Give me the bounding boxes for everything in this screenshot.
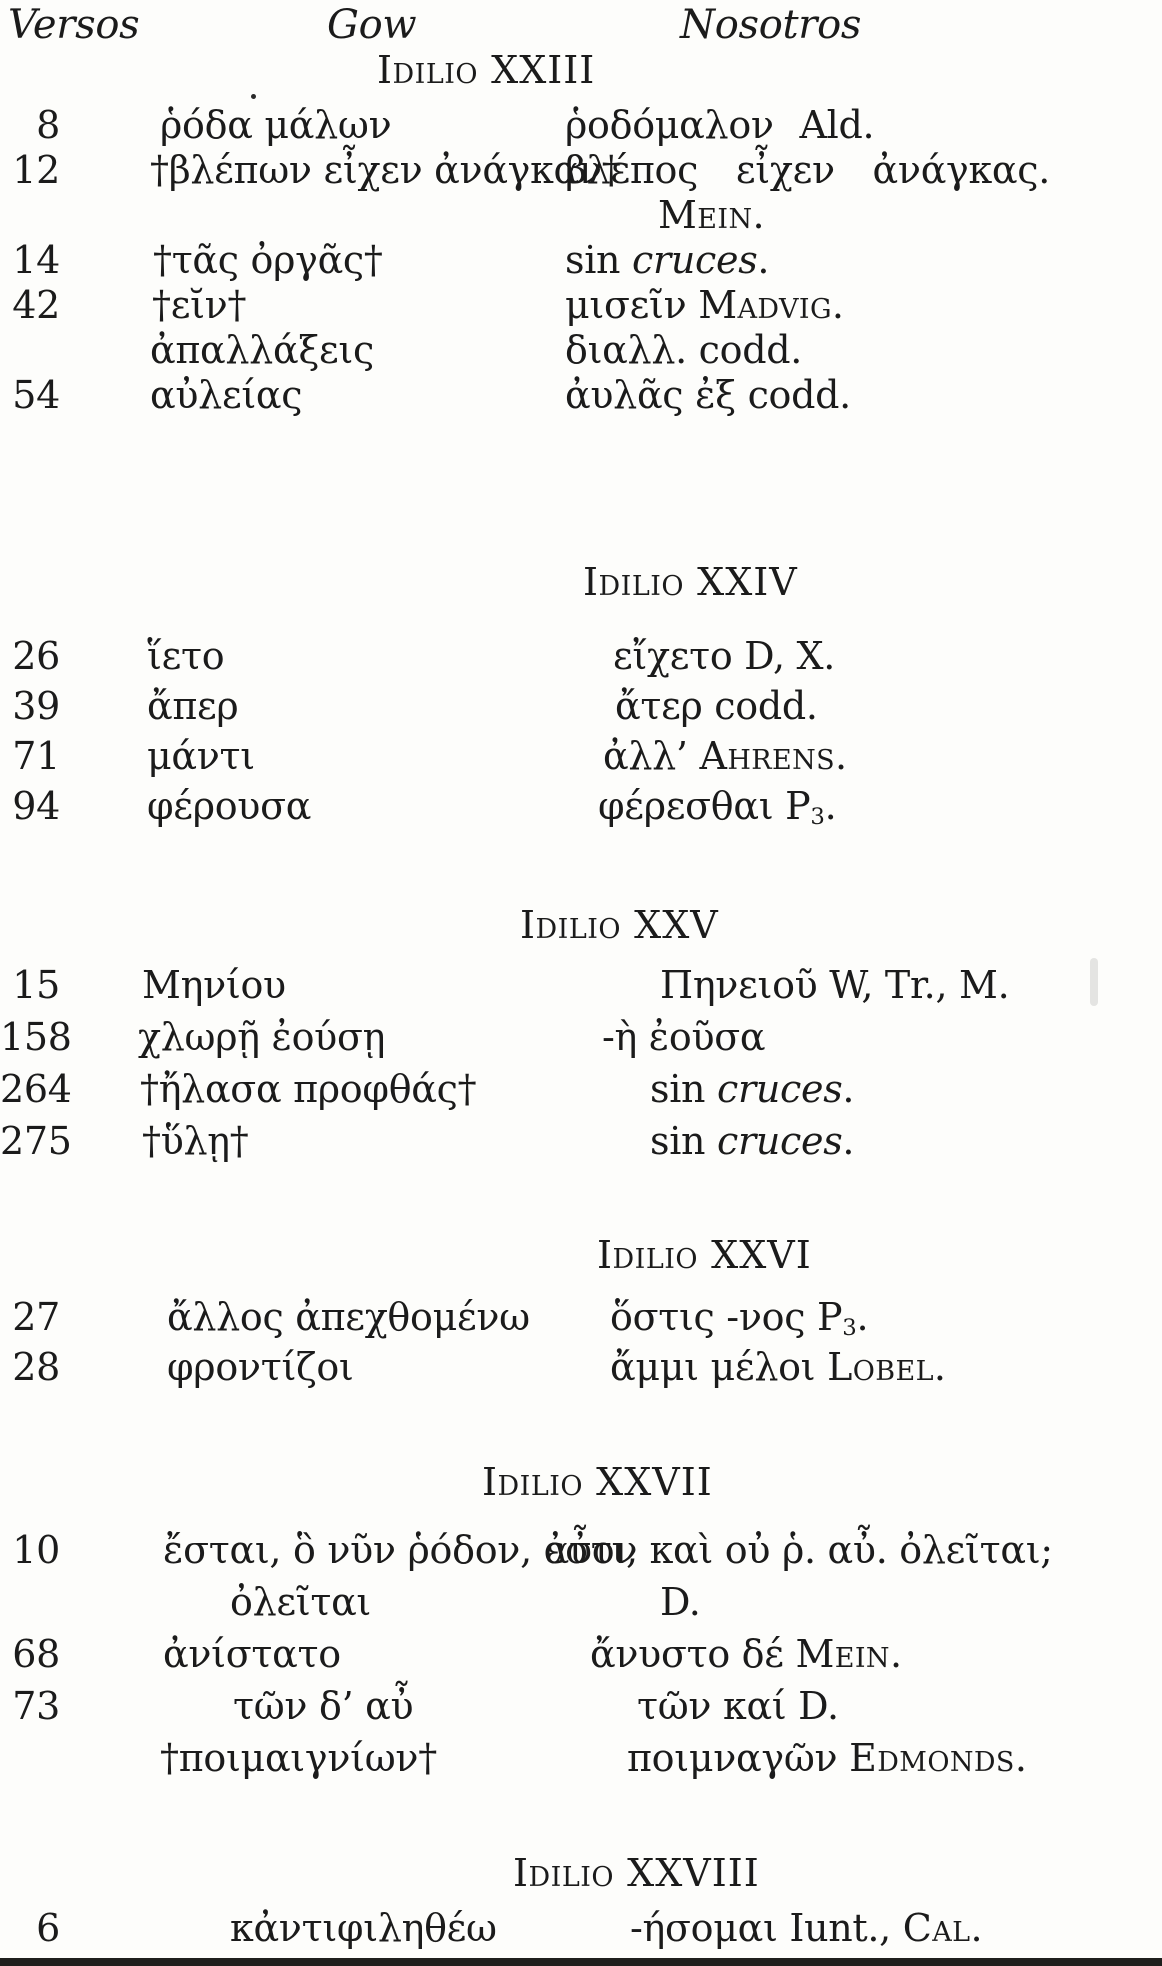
table-row xyxy=(0,373,1162,418)
scholar-name: Madvig. xyxy=(698,283,845,327)
nosotros-reading-cell xyxy=(650,1115,854,1167)
gow-reading-cell xyxy=(230,1576,371,1628)
nosotros-reading-cell xyxy=(565,283,844,328)
gow-reading-cell xyxy=(160,103,391,148)
scholar-name: Mein. xyxy=(658,193,765,237)
reading-text: φέρεσθαι P xyxy=(598,784,811,828)
gow-reading-cell xyxy=(142,1115,248,1167)
section-title xyxy=(0,1233,1162,1277)
verse-number: 28 xyxy=(12,1345,60,1389)
reading-text: -ὴ ἐοῦσα xyxy=(602,1015,766,1059)
verse-number: 275 xyxy=(0,1119,72,1163)
gow-reading-cell xyxy=(147,731,255,781)
verse-number: 54 xyxy=(12,373,60,417)
table-row xyxy=(0,283,1162,328)
column-header-nosotros: Nosotros xyxy=(680,2,862,48)
table-row xyxy=(0,193,1162,238)
reading-text: . xyxy=(757,238,770,282)
critical-apparatus-table xyxy=(0,48,1162,1953)
section-idilio-xxiv xyxy=(0,560,1162,831)
nosotros-reading-cell xyxy=(565,148,1050,193)
reading-text: . xyxy=(842,1119,855,1163)
reading-text: ῥοδόμαλον Ald. xyxy=(565,103,875,147)
verse-number: 15 xyxy=(12,963,60,1007)
reading-text: †ἤλασα προφθάς† xyxy=(140,1067,477,1111)
table-row xyxy=(0,1292,1162,1342)
verse-number: 94 xyxy=(12,784,60,828)
scholar-name: Cal. xyxy=(902,1906,983,1950)
gow-reading-cell xyxy=(147,781,311,831)
reading-text: διαλλ. codd. xyxy=(565,328,803,372)
reading-text: . xyxy=(856,1295,869,1339)
gow-reading-cell xyxy=(142,959,286,1011)
reading-text: ἄλλος ἀπεχθομένω xyxy=(167,1295,530,1339)
verse-number: 10 xyxy=(12,1528,60,1572)
manuscript-siglum-subscript: 3 xyxy=(842,1315,857,1342)
verse-number: 39 xyxy=(12,684,60,728)
scan-edge-artifact xyxy=(0,1958,1162,1966)
gow-reading-cell xyxy=(150,148,620,193)
nosotros-reading-cell xyxy=(565,103,874,148)
latin-term: cruces xyxy=(632,238,758,282)
reading-text: ἀλλ’ xyxy=(603,734,700,778)
reading-text: φέρουσα xyxy=(147,784,312,828)
section-rows xyxy=(0,1292,1162,1392)
nosotros-reading-cell xyxy=(598,781,836,837)
reading-text: . xyxy=(824,784,837,828)
table-row xyxy=(0,1903,1162,1953)
section-rows xyxy=(0,1903,1162,1953)
print-dot-artifact xyxy=(251,94,256,99)
verse-number: 71 xyxy=(12,734,60,778)
verse-number: 264 xyxy=(0,1067,72,1111)
manuscript-siglum-subscript: 3 xyxy=(810,804,825,831)
reading-text: εἴχετο D, X. xyxy=(613,634,836,678)
table-row xyxy=(0,1576,1162,1628)
section-title xyxy=(0,1460,1162,1504)
verse-number: 8 xyxy=(36,103,60,147)
column-headers xyxy=(0,0,1162,48)
reading-text: φροντίζοι xyxy=(167,1345,354,1389)
table-row xyxy=(0,1011,1162,1063)
nosotros-reading-cell xyxy=(602,1011,765,1063)
reading-text: ἄνυστο δέ xyxy=(590,1632,796,1676)
reading-text: αὐλείας xyxy=(150,373,303,417)
section-title-word: Idilio xyxy=(513,1851,615,1895)
reading-text: τῶν καί D. xyxy=(637,1684,839,1728)
scholar-name: Ahrens. xyxy=(699,734,848,778)
gow-reading-cell xyxy=(233,1680,413,1732)
table-row xyxy=(0,1524,1162,1576)
section-idilio-xxv xyxy=(0,903,1162,1167)
reading-text: sin xyxy=(650,1067,718,1111)
table-row xyxy=(0,103,1162,148)
reading-text: ἵετο xyxy=(147,634,225,678)
gow-reading-cell xyxy=(150,373,302,418)
gow-reading-cell xyxy=(147,681,238,731)
nosotros-reading-cell xyxy=(565,328,802,373)
reading-text: ὀλεῖται xyxy=(230,1580,372,1624)
gow-reading-cell xyxy=(230,1903,497,1953)
verse-number: 26 xyxy=(12,634,60,678)
table-row xyxy=(0,238,1162,283)
latin-term: cruces xyxy=(717,1067,843,1111)
gow-reading-cell xyxy=(160,1732,437,1784)
scan-smudge-artifact xyxy=(1090,958,1098,1006)
reading-text: ἀπαλλάξεις xyxy=(150,328,374,372)
section-title xyxy=(0,903,1162,947)
reading-text: ἄμμι μέλοι xyxy=(610,1345,828,1389)
section-title-word: Idilio xyxy=(597,1233,699,1277)
reading-text: †τᾶς ὀργᾶς† xyxy=(153,238,383,282)
verse-number: 68 xyxy=(12,1632,60,1676)
reading-text: -ήσομαι Iunt., xyxy=(630,1906,903,1950)
column-header-versos: Versos xyxy=(8,2,140,48)
section-idilio-xxiii xyxy=(0,48,1162,418)
reading-text: ἀυλᾶς ἐξ codd. xyxy=(565,373,851,417)
table-row xyxy=(0,1342,1162,1392)
table-row xyxy=(0,328,1162,373)
verse-number: 14 xyxy=(12,238,60,282)
nosotros-reading-cell xyxy=(660,1576,701,1628)
section-title xyxy=(0,560,1162,604)
nosotros-reading-cell xyxy=(545,1524,1053,1576)
reading-text: τῶν δ’ αὖ xyxy=(233,1684,414,1728)
reading-text: ἐστι, καὶ οὐ ῥ. αὖ. ὀλεῖται; xyxy=(545,1528,1053,1572)
gow-reading-cell xyxy=(153,238,383,283)
section-rows xyxy=(0,959,1162,1167)
section-title-word: Idilio xyxy=(377,48,479,92)
section-title-word: Idilio xyxy=(520,903,622,947)
table-row xyxy=(0,1732,1162,1784)
section-title-numeral: XXVI xyxy=(698,1233,812,1277)
section-title-numeral: XXIV xyxy=(684,560,798,604)
nosotros-reading-cell xyxy=(565,373,851,418)
reading-text: †βλέπων εἶχεν ἀνάγκαν† xyxy=(150,148,621,192)
table-row xyxy=(0,731,1162,781)
table-row xyxy=(0,148,1162,193)
scholar-name: Mein. xyxy=(795,1632,903,1676)
gow-reading-cell xyxy=(167,1292,530,1342)
verse-number: 42 xyxy=(12,283,60,327)
table-row xyxy=(0,681,1162,731)
nosotros-reading-cell xyxy=(660,959,1009,1011)
reading-text: μισεῖν xyxy=(565,283,699,327)
nosotros-reading-cell xyxy=(603,731,848,781)
reading-text: D. xyxy=(660,1580,701,1624)
nosotros-reading-cell xyxy=(610,1292,868,1348)
reading-text: βλέπος εἶχεν ἀνάγκας. xyxy=(565,148,1051,192)
section-title-numeral: XXIII xyxy=(478,48,596,92)
nosotros-reading-cell xyxy=(613,631,835,681)
section-title-numeral: XXV xyxy=(621,903,719,947)
nosotros-reading-cell xyxy=(610,1342,946,1392)
reading-text: ποιμναγῶν xyxy=(627,1736,850,1780)
section-idilio-xxvii xyxy=(0,1460,1162,1784)
column-header-gow: Gow xyxy=(327,2,417,48)
verse-number: 6 xyxy=(36,1906,60,1950)
nosotros-reading-cell xyxy=(590,1628,902,1680)
verse-number: 12 xyxy=(12,148,60,192)
gow-reading-cell xyxy=(138,1011,385,1063)
table-row xyxy=(0,1115,1162,1167)
gow-reading-cell xyxy=(163,1628,341,1680)
section-title-numeral: XXVIII xyxy=(614,1851,760,1895)
nosotros-reading-cell xyxy=(650,1063,854,1115)
nosotros-reading-cell xyxy=(630,1903,983,1953)
gow-reading-cell xyxy=(140,1063,476,1115)
table-row xyxy=(0,1628,1162,1680)
table-row xyxy=(0,781,1162,831)
nosotros-reading-cell xyxy=(615,681,818,731)
section-rows xyxy=(0,1524,1162,1784)
reading-text: χλωρῇ ἐούσῃ xyxy=(138,1015,386,1059)
reading-text: Μηνίου xyxy=(142,963,286,1007)
section-title-word: Idilio xyxy=(583,560,685,604)
table-row xyxy=(0,959,1162,1011)
section-title xyxy=(0,48,1162,92)
section-idilio-xxviii xyxy=(0,1851,1162,1953)
nosotros-reading-cell xyxy=(637,1680,839,1732)
nosotros-reading-cell xyxy=(627,1732,1027,1784)
gow-reading-cell xyxy=(150,328,374,373)
section-title-numeral: XXVII xyxy=(583,1460,713,1504)
scholar-name: Edmonds. xyxy=(849,1736,1028,1780)
reading-text: . xyxy=(842,1067,855,1111)
gow-reading-cell xyxy=(167,1342,354,1392)
section-idilio-xxvi xyxy=(0,1233,1162,1392)
verse-number: 27 xyxy=(12,1295,60,1339)
gow-reading-cell xyxy=(152,283,246,328)
nosotros-reading-cell xyxy=(658,193,765,238)
scholar-name: Lobel. xyxy=(827,1345,947,1389)
reading-text: ὅστις -νος P xyxy=(610,1295,843,1339)
reading-text: ἀνίστατο xyxy=(163,1632,341,1676)
gow-reading-cell xyxy=(147,631,224,681)
reading-text: †εῐν† xyxy=(152,283,247,327)
section-rows xyxy=(0,631,1162,831)
reading-text: κἀντιφιληθέω xyxy=(230,1906,497,1950)
reading-text: sin xyxy=(565,238,633,282)
latin-term: cruces xyxy=(717,1119,843,1163)
reading-text: sin xyxy=(650,1119,718,1163)
reading-text: †ποιμαιγνίων† xyxy=(160,1736,437,1780)
reading-text: μάντι xyxy=(147,734,255,778)
reading-text: ἄτερ codd. xyxy=(615,684,818,728)
section-title-word: Idilio xyxy=(482,1460,584,1504)
reading-text: ἔσται, ὃ νῦν ῥόδον, αὖον xyxy=(163,1528,638,1572)
reading-text: Πηνειοῦ W, Tr., M. xyxy=(660,963,1010,1007)
section-rows xyxy=(0,103,1162,418)
table-row xyxy=(0,1680,1162,1732)
section-title xyxy=(0,1851,1162,1895)
table-row xyxy=(0,1063,1162,1115)
reading-text: ἄπερ xyxy=(147,684,239,728)
table-row xyxy=(0,631,1162,681)
verse-number: 73 xyxy=(12,1684,60,1728)
verse-number: 158 xyxy=(0,1015,72,1059)
nosotros-reading-cell xyxy=(565,238,769,283)
reading-text: ῥόδα μάλων xyxy=(160,103,392,147)
reading-text: †ὕλῃ† xyxy=(142,1119,249,1163)
